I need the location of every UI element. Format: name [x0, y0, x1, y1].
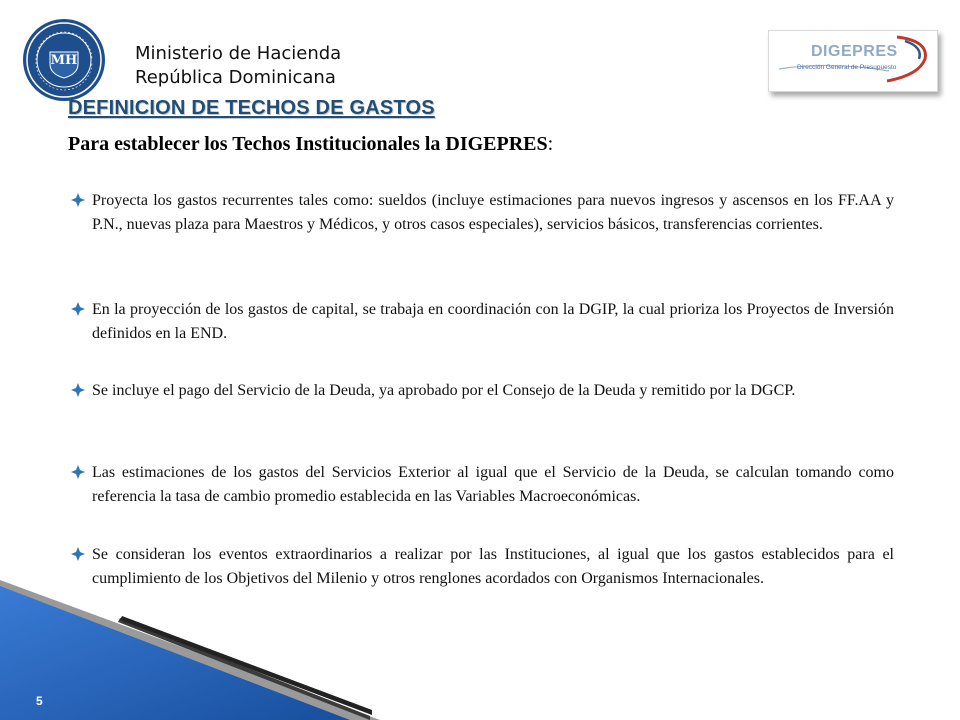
diamond-bullet-icon: [70, 464, 86, 480]
bullet-item: [70, 461, 894, 509]
svg-text:MH: MH: [50, 53, 78, 68]
ministry-name: [135, 42, 341, 90]
bullet-text: En la proyección de los gastos de capital, se trabaja en coordinación con la DGIP, la cual prioriza los Proyectos de Inversión definidos en la END.: [92, 301, 894, 342]
subtitle-colon: :: [547, 133, 554, 155]
diamond-bullet-icon: [70, 382, 86, 398]
page-number: 5: [36, 694, 43, 708]
diamond-bullet-icon: [70, 192, 86, 208]
digepres-swoosh-icon: [769, 31, 937, 91]
logo-name: DIGEPRES: [811, 43, 898, 60]
subtitle-main: Para establecer los Techos Institucionales la DIGEPRES: [68, 133, 548, 155]
slide-subtitle: [68, 133, 553, 156]
footer-decoration: [0, 560, 960, 720]
bullet-text: Las estimaciones de los gastos del Servicios Exterior al igual que el Servicio de la Deuda, se calculan tomando como referencia la tasa de cambio promedio establecida en las Variables Macroeconómicas.: [92, 464, 894, 505]
ministry-seal-icon: [22, 18, 106, 102]
bullet-text: Se consideran los eventos extraordinarios a realizar por las Instituciones, al igual que los gastos establecidos para el cumplimiento de los Objetivos del Milenio y otros renglones acordados con Organismos Internacionales.: [92, 546, 894, 587]
logo-subtitle: Dirección General de Presupuesto: [797, 64, 897, 71]
bullet-item: [70, 189, 894, 237]
bullet-text: Proyecta los gastos recurrentes tales como: sueldos (incluye estimaciones para nuevos ingresos y ascensos en los FF.AA y P.N., nuevas plaza para Maestros y Médicos, y otros casos especiales), servicios básicos, transferencias corrientes.: [92, 192, 894, 233]
ministry-line2: República Dominicana: [135, 67, 336, 88]
slide-title: DEFINICION DE TECHOS DE GASTOS: [68, 97, 435, 119]
bullet-text: Se incluye el pago del Servicio de la Deuda, ya aprobado por el Consejo de la Deuda y remitido por la DGCP.: [92, 382, 796, 399]
bullet-item: [70, 379, 894, 403]
digepres-logo: [768, 30, 938, 92]
bullet-item: [70, 298, 894, 346]
diamond-bullet-icon: [70, 301, 86, 317]
ministry-line1: Ministerio de Hacienda: [135, 43, 342, 64]
